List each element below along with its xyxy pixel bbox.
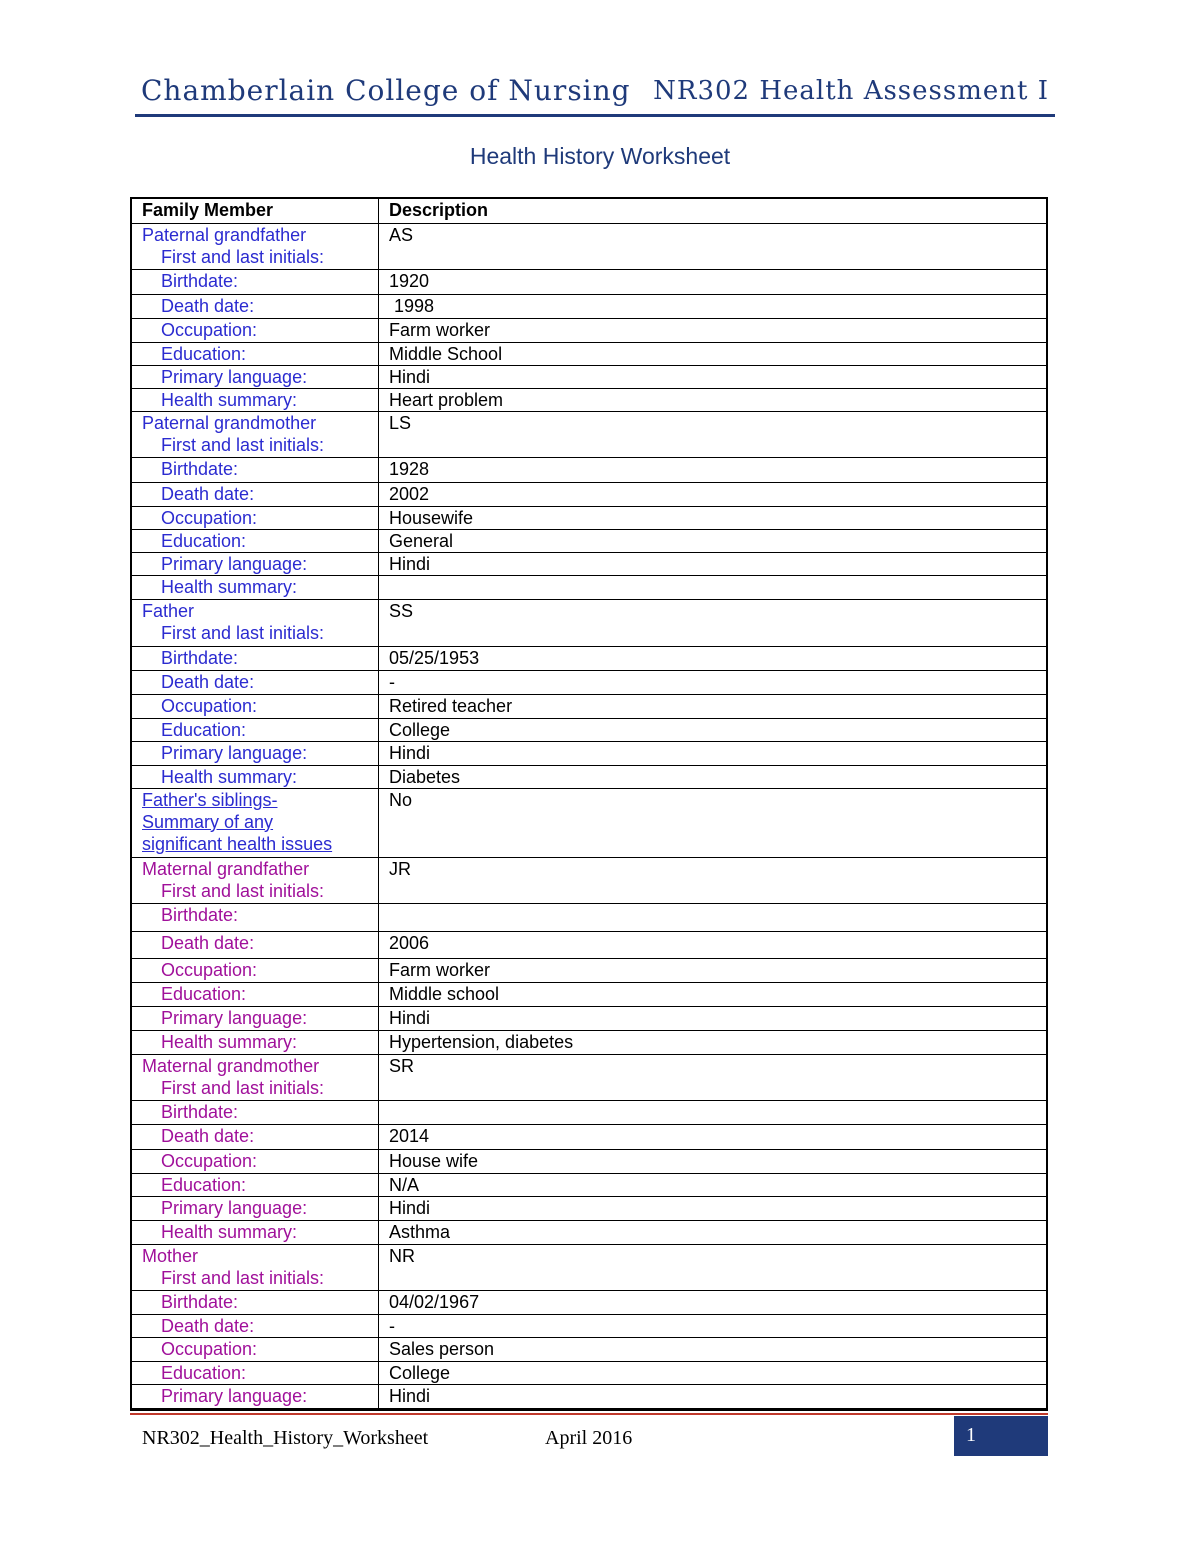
field-value: Farm worker — [389, 959, 491, 980]
table-row — [131, 1006, 1047, 1030]
table-row — [131, 388, 1047, 411]
family-member-cell — [131, 1220, 379, 1244]
field-label: Health summary: — [161, 1031, 298, 1052]
table-row — [131, 552, 1047, 575]
description-cell — [379, 1149, 1048, 1173]
field-label: First and last initials: — [161, 434, 325, 455]
header-description: Description — [379, 198, 1048, 223]
description-cell — [379, 1244, 1048, 1290]
description-cell — [379, 575, 1048, 599]
table-row — [131, 1054, 1047, 1100]
field-value: Hindi — [389, 742, 431, 763]
table-row — [131, 1149, 1047, 1173]
table-row — [131, 599, 1047, 646]
field-value: 2014 — [389, 1125, 430, 1146]
description-cell — [379, 1290, 1048, 1314]
family-member-cell — [131, 958, 379, 982]
family-member-cell — [131, 646, 379, 670]
field-value: Hindi — [389, 1385, 431, 1406]
description-cell — [379, 529, 1048, 552]
description-cell — [379, 670, 1048, 694]
field-label: Occupation: — [161, 959, 258, 980]
description-cell — [379, 365, 1048, 388]
table-row — [131, 857, 1047, 903]
description-cell — [379, 1361, 1048, 1384]
description-cell — [379, 388, 1048, 411]
description-cell — [379, 765, 1048, 788]
description-cell — [379, 931, 1048, 958]
field-value: LS — [389, 412, 412, 433]
footer-document-name: NR302_Health_History_Worksheet — [142, 1427, 429, 1449]
description-cell — [379, 1006, 1048, 1030]
field-label: First and last initials: — [161, 1077, 325, 1098]
table-row — [131, 1100, 1047, 1124]
family-member-cell — [131, 718, 379, 741]
field-label: Primary language: — [161, 1197, 308, 1218]
table-row — [131, 342, 1047, 365]
description-cell — [379, 718, 1048, 741]
table-row — [131, 1173, 1047, 1196]
field-value: College — [389, 1362, 451, 1383]
description-cell — [379, 788, 1048, 857]
field-label: Paternal grandfather — [142, 224, 307, 245]
header-family-member: Family Member — [131, 198, 379, 223]
family-member-cell — [131, 294, 379, 318]
family-member-cell — [131, 1030, 379, 1054]
family-member-cell — [131, 903, 379, 931]
table-row — [131, 694, 1047, 718]
table-row — [131, 931, 1047, 958]
description-cell — [379, 342, 1048, 365]
field-value: 2006 — [389, 932, 430, 953]
field-value: 05/25/1953 — [389, 647, 480, 668]
table-row — [131, 318, 1047, 342]
page-number-box — [954, 1416, 1048, 1456]
field-value: SR — [389, 1055, 415, 1076]
family-member-cell — [131, 765, 379, 788]
family-member-cell — [131, 670, 379, 694]
family-member-cell — [131, 223, 379, 269]
field-value: 1928 — [389, 458, 430, 479]
description-cell — [379, 552, 1048, 575]
field-label: Education: — [161, 343, 247, 364]
description-cell — [379, 694, 1048, 718]
page-header — [135, 70, 1055, 117]
table-row — [131, 958, 1047, 982]
table-row — [131, 506, 1047, 529]
field-value: SS — [389, 600, 414, 621]
field-value: Sales person — [389, 1338, 495, 1359]
field-label: Health summary: — [161, 576, 298, 597]
family-member-cell — [131, 1196, 379, 1220]
field-label: Education: — [161, 1362, 247, 1383]
description-cell — [379, 318, 1048, 342]
table-row — [131, 1361, 1047, 1384]
college-name: Chamberlain College of Nursing — [141, 74, 631, 107]
family-member-cell — [131, 269, 379, 294]
field-label: Occupation: — [161, 1150, 258, 1171]
field-value: Middle school — [389, 983, 500, 1004]
field-label: Birthdate: — [161, 904, 239, 925]
field-label: Education: — [161, 530, 247, 551]
description-cell — [379, 857, 1048, 903]
family-member-cell — [131, 1337, 379, 1361]
family-member-cell — [131, 931, 379, 958]
family-member-cell — [131, 457, 379, 482]
description-cell — [379, 1220, 1048, 1244]
family-member-cell — [131, 365, 379, 388]
field-label: Health summary: — [161, 766, 298, 787]
family-member-cell — [131, 1054, 379, 1100]
table-row — [131, 1290, 1047, 1314]
description-cell — [379, 1337, 1048, 1361]
field-value: 04/02/1967 — [389, 1291, 480, 1312]
family-member-cell — [131, 1384, 379, 1409]
field-value: Middle School — [389, 343, 503, 364]
table-row — [131, 1244, 1047, 1290]
description-cell — [379, 1054, 1048, 1100]
family-member-cell — [131, 1314, 379, 1337]
table-row — [131, 1384, 1047, 1409]
description-cell — [379, 1100, 1048, 1124]
family-member-cell — [131, 529, 379, 552]
table-row — [131, 1314, 1047, 1337]
page-title: Health History Worksheet — [469, 143, 731, 169]
field-label: Birthdate: — [161, 458, 239, 479]
family-member-cell — [131, 857, 379, 903]
family-member-cell — [131, 741, 379, 765]
family-member-cell — [131, 1290, 379, 1314]
family-member-cell — [131, 575, 379, 599]
field-value: Hypertension, diabetes — [389, 1031, 574, 1052]
description-cell — [379, 269, 1048, 294]
table-row — [131, 294, 1047, 318]
field-label: First and last initials: — [161, 246, 325, 267]
footer-date: April 2016 — [545, 1427, 633, 1449]
field-label: Birthdate: — [161, 647, 239, 668]
family-member-cell — [131, 1244, 379, 1290]
description-cell — [379, 1314, 1048, 1337]
family-member-cell — [131, 1124, 379, 1149]
description-cell — [379, 1124, 1048, 1149]
family-member-cell — [131, 388, 379, 411]
description-cell — [379, 411, 1048, 457]
family-member-cell — [131, 411, 379, 457]
field-label: Primary language: — [161, 553, 308, 574]
field-value: - — [389, 1315, 395, 1336]
field-label: Education: — [161, 1174, 247, 1195]
field-label: Birthdate: — [161, 1101, 239, 1122]
description-cell — [379, 457, 1048, 482]
family-member-cell — [131, 788, 379, 857]
field-value: No — [389, 789, 413, 810]
field-value: Housewife — [389, 507, 474, 528]
page-number: 1 — [966, 1424, 976, 1446]
table-row — [131, 529, 1047, 552]
description-cell — [379, 1384, 1048, 1409]
field-value: House wife — [389, 1150, 479, 1171]
family-member-cell — [131, 982, 379, 1006]
table-row — [131, 1220, 1047, 1244]
family-history-table — [130, 197, 1048, 1411]
table-header-row — [131, 198, 1047, 223]
field-label: Maternal grandfather — [142, 858, 310, 879]
field-value: 1920 — [389, 270, 430, 291]
field-label: Education: — [161, 719, 247, 740]
family-member-cell — [131, 599, 379, 646]
field-value: Farm worker — [389, 319, 491, 340]
field-label: Paternal grandmother — [142, 412, 317, 433]
field-label: Health summary: — [161, 389, 298, 410]
field-value: General — [389, 530, 454, 551]
family-member-cell — [131, 1100, 379, 1124]
field-value: Retired teacher — [389, 695, 513, 716]
field-label: Occupation: — [161, 1338, 258, 1359]
table-row — [131, 788, 1047, 857]
description-cell — [379, 599, 1048, 646]
table-row — [131, 1196, 1047, 1220]
table-row — [131, 718, 1047, 741]
field-label: Maternal grandmother — [142, 1055, 320, 1076]
course-name: NR302 Health Assessment I — [653, 76, 1049, 106]
table-row — [131, 646, 1047, 670]
field-label: Occupation: — [161, 507, 258, 528]
table-row — [131, 269, 1047, 294]
description-cell — [379, 506, 1048, 529]
description-cell — [379, 223, 1048, 269]
family-member-cell — [131, 506, 379, 529]
table-row — [131, 765, 1047, 788]
field-label: Death date: — [161, 932, 255, 953]
description-cell — [379, 1196, 1048, 1220]
field-label: Primary language: — [161, 1007, 308, 1028]
field-value: College — [389, 719, 451, 740]
field-label: Father — [142, 600, 195, 621]
field-value: NR — [389, 1245, 415, 1266]
field-label: Death date: — [161, 1125, 255, 1146]
field-label: Health summary: — [161, 1221, 298, 1242]
field-value: Hindi — [389, 1197, 431, 1218]
description-cell — [379, 482, 1048, 506]
description-cell — [379, 741, 1048, 765]
family-member-cell — [131, 1006, 379, 1030]
field-value: Asthma — [389, 1221, 451, 1242]
field-label: First and last initials: — [161, 880, 325, 901]
field-value: N/A — [389, 1174, 420, 1195]
field-label: First and last initials: — [161, 622, 325, 643]
table-row — [131, 575, 1047, 599]
field-label: Birthdate: — [161, 270, 239, 291]
family-member-cell — [131, 552, 379, 575]
field-label: Primary language: — [161, 366, 308, 387]
field-value: Diabetes — [389, 766, 461, 787]
field-value: - — [389, 671, 395, 692]
description-cell — [379, 1030, 1048, 1054]
table-row — [131, 670, 1047, 694]
description-cell — [379, 294, 1048, 318]
field-value: AS — [389, 224, 414, 245]
field-label: Father's siblings- — [142, 789, 278, 810]
family-member-cell — [131, 1173, 379, 1196]
family-member-cell — [131, 694, 379, 718]
field-value: JR — [389, 858, 411, 879]
description-cell — [379, 982, 1048, 1006]
field-label: Birthdate: — [161, 1291, 239, 1312]
footer-rule — [130, 1413, 1048, 1415]
description-cell — [379, 1173, 1048, 1196]
field-label: significant health issues — [142, 833, 333, 854]
field-value: Hindi — [389, 553, 431, 574]
field-value: Hindi — [389, 1007, 431, 1028]
field-label: Death date: — [161, 1315, 255, 1336]
field-label: Primary language: — [161, 1385, 308, 1406]
table-row — [131, 223, 1047, 269]
field-value: Hindi — [389, 366, 431, 387]
table-row — [131, 1030, 1047, 1054]
field-label: Death date: — [161, 483, 255, 504]
description-cell — [379, 646, 1048, 670]
family-member-cell — [131, 318, 379, 342]
table-row — [131, 482, 1047, 506]
family-member-cell — [131, 342, 379, 365]
table-row — [131, 411, 1047, 457]
field-label: Occupation: — [161, 319, 258, 340]
field-label: Primary language: — [161, 742, 308, 763]
table-row — [131, 457, 1047, 482]
table-row — [131, 1124, 1047, 1149]
field-value: Heart problem — [389, 389, 504, 410]
table-row — [131, 982, 1047, 1006]
description-cell — [379, 958, 1048, 982]
field-label: Mother — [142, 1245, 199, 1266]
field-label: Summary of any — [142, 811, 274, 832]
field-label: Death date: — [161, 671, 255, 692]
table-row — [131, 365, 1047, 388]
description-cell — [379, 903, 1048, 931]
field-label: First and last initials: — [161, 1267, 325, 1288]
table-row — [131, 903, 1047, 931]
field-value: 2002 — [389, 483, 430, 504]
table-row — [131, 1337, 1047, 1361]
family-member-cell — [131, 1149, 379, 1173]
field-label: Death date: — [161, 295, 255, 316]
family-member-cell — [131, 1361, 379, 1384]
table-row — [131, 741, 1047, 765]
field-label: Education: — [161, 983, 247, 1004]
family-member-cell — [131, 482, 379, 506]
field-value: 1998 — [389, 295, 435, 316]
field-label: Occupation: — [161, 695, 258, 716]
